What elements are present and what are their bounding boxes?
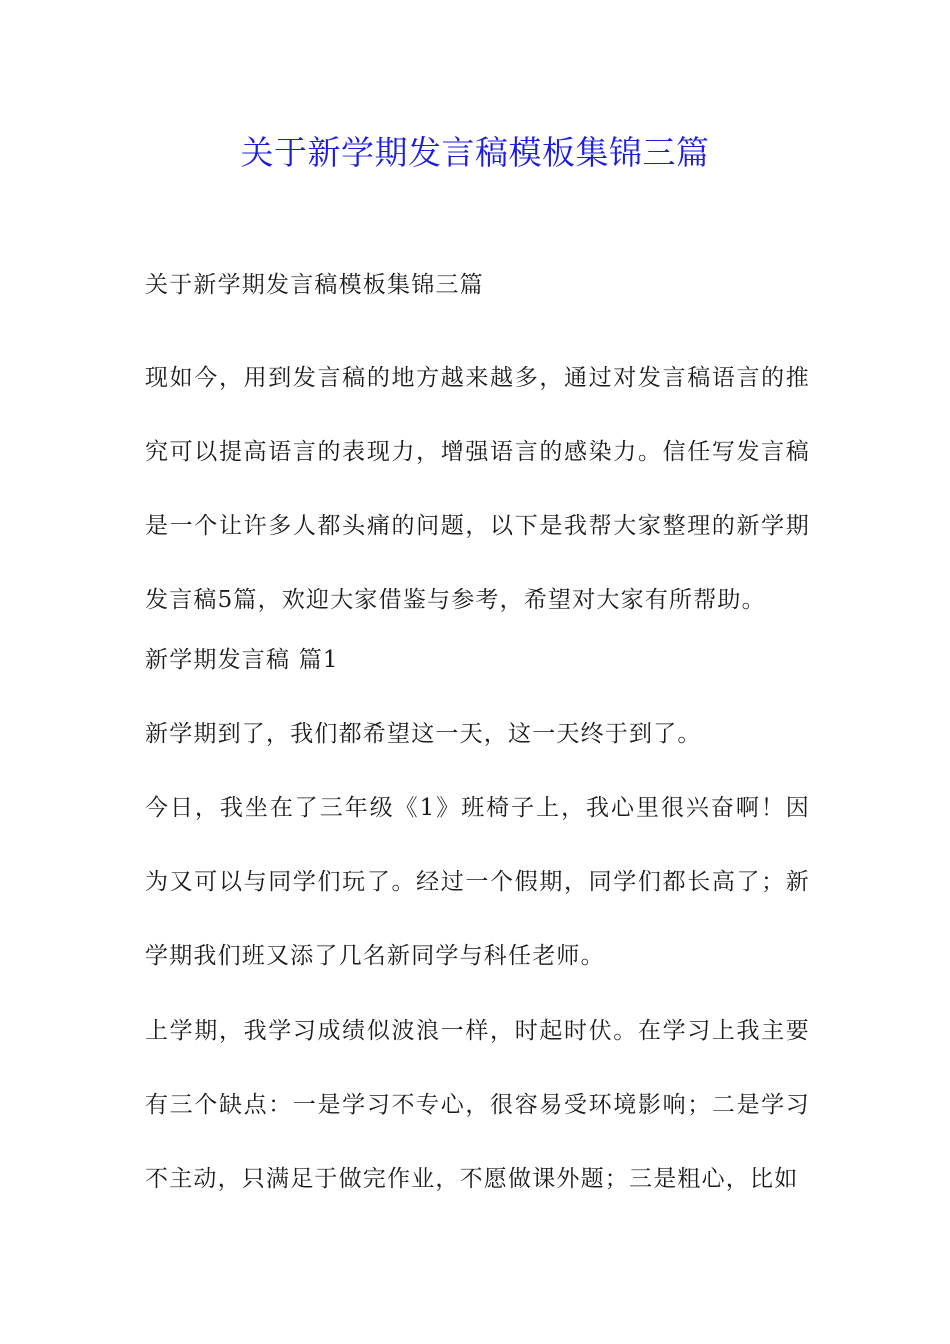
intro-paragraph: 现如今，用到发言稿的地方越来越多，通过对发言稿语言的推究可以提高语言的表现力，增强语言的感染力。信任写发言稿是一个让许多人都头痛的问题，以下是我帮大家整理的新学期发言稿5篇，欢迎大家借鉴与参考，希望对大家有所帮助。 bbox=[145, 365, 810, 613]
document-title: 关于新学期发言稿模板集锦三篇 bbox=[240, 133, 710, 172]
body-paragraph: 新学期到了，我们都希望这一天，这一天终于到了。 bbox=[145, 721, 702, 747]
document-subtitle: 关于新学期发言稿模板集锦三篇 bbox=[145, 272, 484, 298]
section-heading: 新学期发言稿 篇1 bbox=[145, 647, 339, 673]
body-paragraph: 上学期，我学习成绩似波浪一样，时起时伏。在学习上我主要有三个缺点：一是学习不专心，很容易受环境影响；二是学习不主动，只满足于做完作业，不愿做课外题；三是粗心，比如 bbox=[145, 1018, 810, 1192]
body-paragraph: 今日，我坐在了三年级《1》班椅子上，我心里很兴奋啊！因为又可以与同学们玩了。经过一个假期，同学们都长高了；新学期我们班又添了几名新同学与科任老师。 bbox=[145, 795, 810, 969]
